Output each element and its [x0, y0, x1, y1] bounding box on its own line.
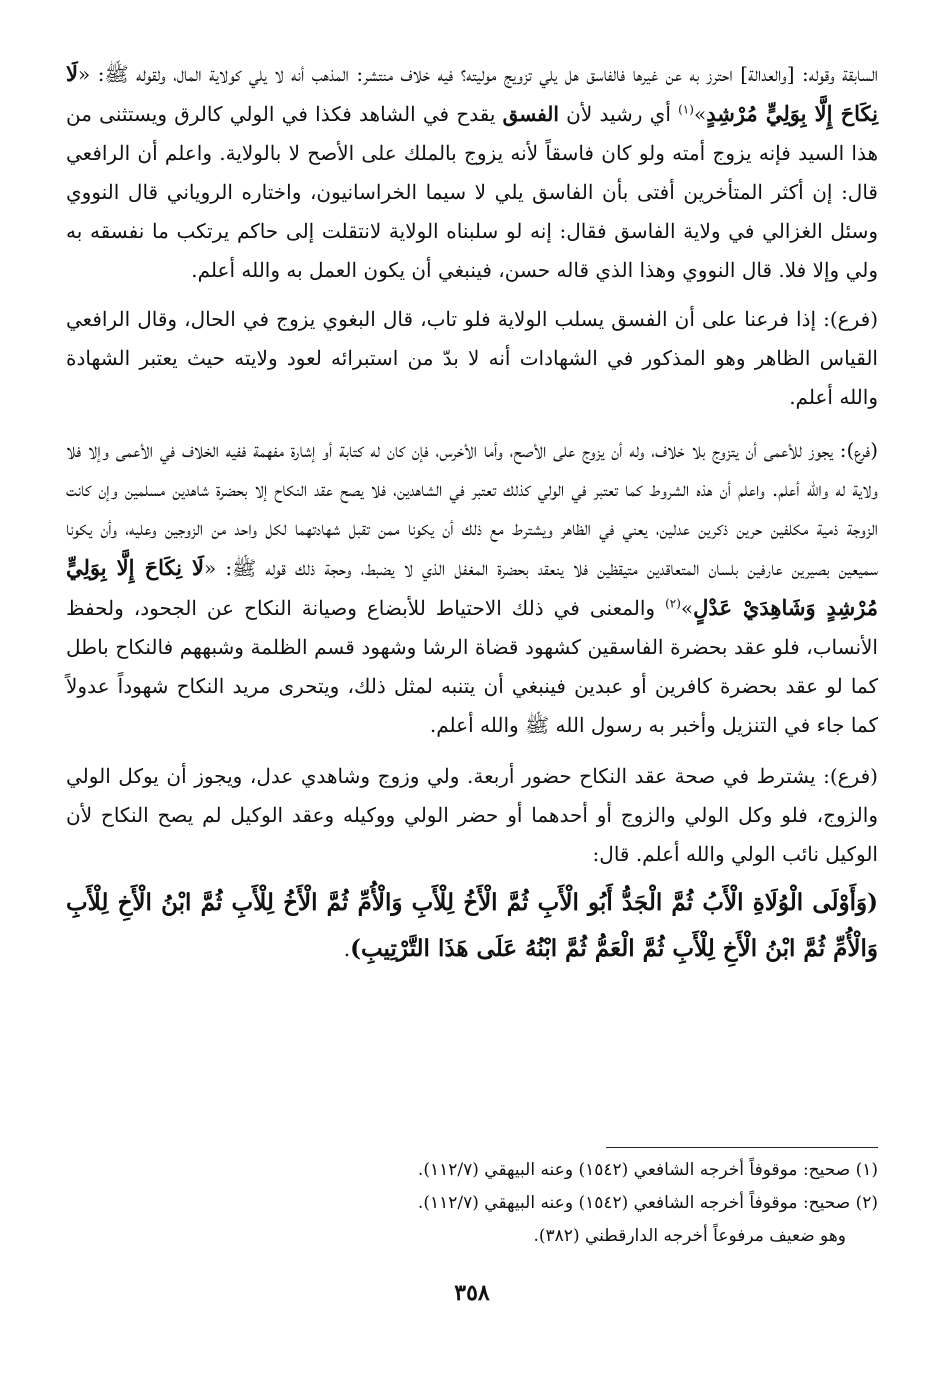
- quote-close: »: [693, 102, 707, 126]
- paragraph-text: السابقة وقوله: [والعدالة] احترز به عن غيرها فالفاسق هل يلي تزويج موليته؟ فيه خلاف منتشر: المذهب أنه لا يلي كولاية المال، ولقوله ﷺ: «: [77, 62, 878, 86]
- matn-text: [66, 880, 878, 972]
- quote-close: »: [680, 596, 694, 620]
- paragraph-text: أي رشيد لأن: [558, 102, 679, 126]
- paragraph-far-tawba: [66, 300, 878, 417]
- hadith-quote: لَا نِكَاحَ إِلَّا بِوَلِيٍّ مُرْشِدٍ وَشَاهِدَيْ عَدْلٍ: [66, 555, 879, 620]
- paragraph-far-blind-witnesses: [66, 431, 878, 745]
- footnote-ref-1[interactable]: (١): [678, 102, 694, 117]
- footnote-1: (١) صحيح: موقوفاً أخرجه الشافعي (١٥٤٢) وعنه البيهقي (١١٢/٧).: [417, 1160, 878, 1180]
- page-number: ٣٥٨: [454, 1280, 490, 1306]
- paragraph-text: (فرع): يشترط في صحة عقد النكاح حضور أربعة. ولي وزوج وشاهدي عدل، ويجوز أن يوكل الولي والزوج، فلو وكل الولي والزوج أو أحدهما أو حضر الولي ووكيله وعقد الوكيل لم يصح النكاح لأن الوكيل نائب الولي والله أعلم. قال:: [66, 764, 878, 866]
- footnote-2-continuation: وهو ضعيف مرفوعاً أخرجه الدارقطني (٣٨٢).: [533, 1226, 846, 1246]
- paragraph-text: والمعنى في ذلك الاحتياط للأبضاع وصيانة النكاح عن الجحود، ولحفظ الأنساب، فلو عقد بحضرة الفاسقين كشهود قضاة الرشا وشهود قسم الظلمة وشبههم فالنكاح باطل كما لو عقد بحضرة كافرين أو عبدين فينبغي أن يتنبه لمثل ذلك، ويتحرى مريد النكاح شهوداً عدولاً كما جاء في التنزيل وأخبر به رسول الله ﷺ والله أعلم.: [66, 596, 878, 737]
- footnote-2: (٢) صحيح: موقوفاً أخرجه الشافعي (١٥٤٢) وعنه البيهقي (١١٢/٧).: [417, 1193, 878, 1213]
- footnotes: [66, 1154, 878, 1253]
- footnote-divider: [606, 1147, 878, 1148]
- paragraph-text: (فرع): يجوز للأعمى أن يتزوج بلا خلاف، وله أن يزوج على الأصح، وأما الأخرس، فإن كان له كتابة أو إشارة مفهمة ففيه الخلاف في الأعمى وإلا فلا ولاية له والله أعلم. واعلم أن هذه الشروط كما تعتبر في الولي كذلك تعتبر في الشاهدين، فلا يصح عقد النكاح إلا بحضرة شاهدين مسلمين وإن كانت الزوجة ذمية مكلفين حرين ذكرين عدلين، يعني في الظاهر ويشترط مع ذلك أن يكونا ممن تقبل شهادتهما لكل واحد من الزوجين وعليه، وأن يكونا سميعين بصيرين عارفين بلسان المتعاقدين متيقظين فلا ينعقد بحضرة المغفل الذي لا يضبط، وحجة ذلك قوله ﷺ: «: [66, 438, 879, 580]
- paragraph-wilaya-of-fasiq: [66, 54, 878, 290]
- paragraph-text: (فرع): إذا فرعنا على أن الفسق يسلب الولاية فلو تاب، قال البغوي يزوج في الحال، وقال الرافعي القياس الظاهر وهو المذكور في الشهادات أنه لا بدّ من استبرائه لعود ولايته حيث يعتبر الشهادة والله أعلم.: [66, 307, 878, 409]
- footnote-ref-2[interactable]: (٢): [665, 596, 681, 611]
- bold-term: الفسق: [502, 102, 559, 126]
- matn-end: .: [343, 937, 351, 961]
- hadith-quote: لَا نِكَاحَ إِلَّا بِوَلِيٍّ مُرْشِدٍ: [66, 61, 878, 126]
- paragraph-far-four-present: [66, 757, 878, 874]
- matn-quote: (وَأَوْلَى الْوُلَاةِ الْأَبُ ثُمَّ الْجَدُّ أَبُو الْأَبِ ثُمَّ الْأَخُ لِلْأَبِ وَالْأُمِّ ثُمَّ الْأَخُ لِلْأَبِ ثُمَّ ابْنُ الْأَخِ لِلْأَبِ وَالْأُمِّ ثُمَّ ابْنُ الْأَخِ لِلْأَبِ ثُمَّ الْعَمُّ ثُمَّ ابْنُهُ عَلَى هَذَا التَّرْتِيبِ): [66, 889, 878, 962]
- paragraph-text: يقدح في الشاهد فكذا في الولي كالرق ويستثنى من هذا السيد فإنه يزوج أمته ولو كان فاسقاً لأنه يزوج بالملك على الأصح لا بالولاية. واعلم أن الرافعي قال: إن أكثر المتأخرين أفتى بأن الفاسق يلي لا سيما الخراسانيون، واختاره الروياني قال النووي وسئل الغزالي في ولاية الفاسق فقال: إنه لو سلبناه الولاية لانتقلت إلى حاكم يرتكب ما نفسقه به ولي وإلا فلا. قال النووي وهذا الذي قاله حسن، فينبغي أن يكون العمل به والله أعلم.: [66, 102, 878, 282]
- page: [66, 54, 878, 1354]
